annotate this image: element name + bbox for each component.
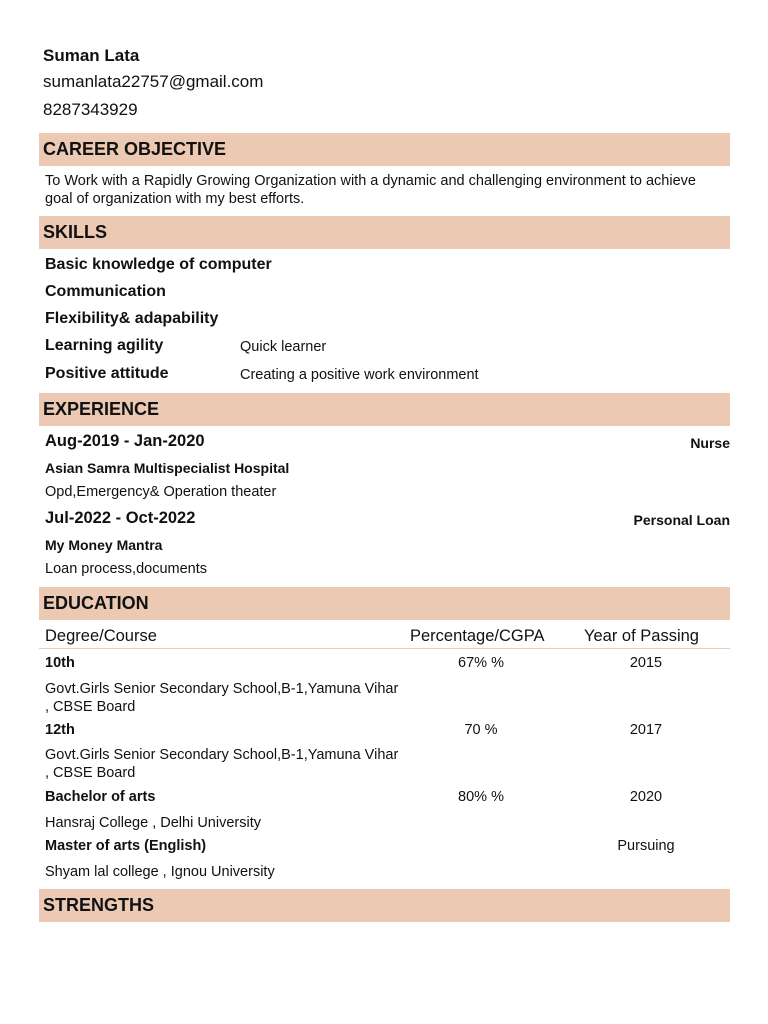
- skill-desc: Creating a positive work environment: [240, 367, 479, 383]
- education-institution: Govt.Girls Senior Secondary School,B-1,Yamuna Vihar , CBSE Board: [45, 747, 399, 781]
- section-title: EDUCATION: [43, 593, 149, 613]
- education-degree: Master of arts (English): [45, 838, 207, 854]
- section-title: CAREER OBJECTIVE: [43, 139, 227, 159]
- skill-name: Positive attitude: [45, 365, 169, 382]
- section-title: SKILLS: [43, 222, 108, 242]
- experience-dates: Aug-2019 - Jan-2020: [45, 432, 205, 450]
- skills-header: [39, 216, 730, 249]
- skill-name: Basic knowledge of computer: [45, 256, 272, 273]
- email: sumanlata22757@gmail.com: [43, 72, 264, 91]
- education-institution: Hansraj College , Delhi University: [45, 815, 261, 831]
- education-percentage: 70 %: [464, 722, 498, 738]
- section-title: EXPERIENCE: [43, 399, 160, 419]
- education-header: [39, 587, 730, 620]
- experience-dates: Jul-2022 - Oct-2022: [45, 509, 196, 527]
- skill-name: Communication: [45, 283, 166, 300]
- skill-name: Flexibility& adapability: [45, 310, 219, 327]
- education-year: Pursuing: [617, 838, 675, 854]
- experience-desc: Opd,Emergency& Operation theater: [45, 484, 277, 500]
- career-objective-text: To Work with a Rapidly Growing Organization with a dynamic and challenging environment to achieve goal of organization with my best efforts.: [45, 173, 696, 207]
- experience-header: [39, 393, 730, 426]
- education-institution: Govt.Girls Senior Secondary School,B-1,Yamuna Vihar , CBSE Board: [45, 681, 399, 715]
- education-degree: 10th: [45, 655, 75, 671]
- experience-role: Nurse: [690, 435, 730, 451]
- skill-desc: Quick learner: [240, 339, 327, 355]
- education-year: 2017: [629, 722, 663, 738]
- experience-role: Personal Loan: [633, 512, 730, 528]
- education-year: 2015: [629, 655, 663, 671]
- education-degree: 12th: [45, 722, 75, 738]
- section-title: STRENGTHS: [43, 895, 155, 915]
- candidate-name: Suman Lata: [43, 46, 140, 65]
- experience-org: My Money Mantra: [45, 537, 163, 553]
- education-percentage: 67% %: [458, 655, 504, 671]
- experience-org: Asian Samra Multispecialist Hospital: [45, 460, 290, 476]
- phone: 8287343929: [43, 100, 138, 119]
- education-degree: Bachelor of arts: [45, 789, 156, 805]
- education-col-percentage: Percentage/CGPA: [410, 627, 545, 645]
- education-header-rule: [39, 648, 730, 649]
- skill-name: Learning agility: [45, 337, 164, 354]
- education-percentage: 80% %: [458, 789, 504, 805]
- education-institution: Shyam lal college , Ignou University: [45, 864, 275, 880]
- strengths-header: [39, 889, 730, 922]
- experience-desc: Loan process,documents: [45, 561, 208, 577]
- education-col-degree: Degree/Course: [45, 627, 157, 645]
- career-objective-header: [39, 133, 730, 166]
- education-col-year: Year of Passing: [584, 627, 699, 645]
- education-year: 2020: [629, 789, 663, 805]
